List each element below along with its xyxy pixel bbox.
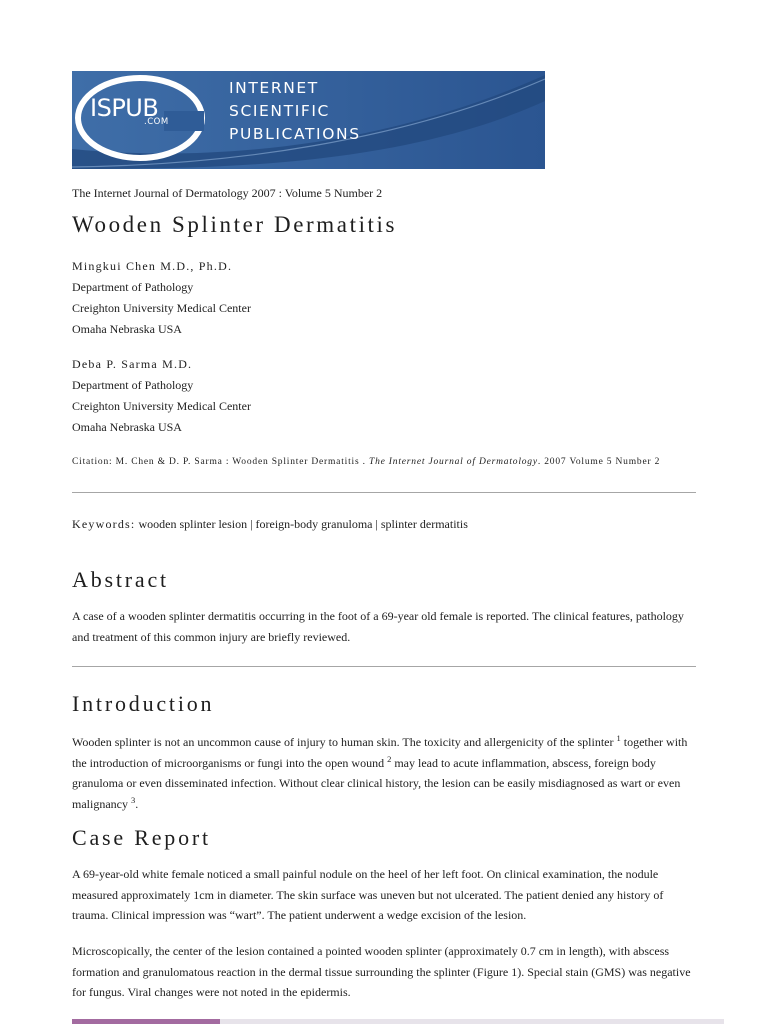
author-location: Omaha Nebraska USA — [72, 420, 182, 434]
divider — [72, 666, 696, 667]
citation — [72, 457, 660, 467]
citation-journal: The Internet Journal of Dermatology — [368, 457, 538, 467]
introduction-heading: Introduction — [72, 691, 215, 716]
author-institution: Creighton University Medical Center — [72, 301, 251, 315]
keywords — [72, 517, 468, 532]
reference-3[interactable]: 3 — [130, 794, 136, 805]
logo-suffix: .COM — [144, 117, 169, 127]
citation-suffix: . 2007 Volume 5 Number 2 — [537, 457, 661, 467]
intro-text-4: . — [135, 796, 139, 811]
figure-1-accent — [72, 1019, 220, 1024]
author-block-1 — [72, 256, 251, 340]
abstract-text: A case of a wooden splinter dermatitis occurring in the foot of a 69-year old female is reported. The clinical features, pathology and treatment of this common injury are briefly reviewed. — [72, 609, 684, 644]
article-title: Wooden Splinter Dermatitis — [72, 212, 398, 237]
banner-line-2: SCIENTIFIC — [229, 102, 330, 120]
banner-line-1: INTERNET — [229, 79, 319, 97]
intro-text-3: may lead to acute inflammation, abscess, foreign body granuloma or even disseminated infection. Without clear clinical history, the lesion can be easily misdiagnosed as wart or even malignancy — [72, 755, 681, 811]
author-block-2 — [72, 354, 251, 438]
citation-prefix: Citation: M. Chen & D. P. Sarma : Wooden Splinter Dermatitis . — [72, 457, 369, 467]
reference-2[interactable]: 2 — [387, 753, 392, 764]
author-name: Mingkui Chen M.D., Ph.D. — [72, 259, 233, 273]
introduction-text — [72, 732, 696, 814]
case-report-heading: Case Report — [72, 825, 211, 850]
logo-wordmark: ISPUB — [90, 94, 159, 122]
author-institution: Creighton University Medical Center — [72, 399, 251, 413]
author-department: Department of Pathology — [72, 378, 194, 392]
keywords-text: wooden splinter lesion | foreign-body granuloma | splinter dermatitis — [135, 517, 468, 531]
author-location: Omaha Nebraska USA — [72, 322, 182, 336]
keywords-label: Keywords: — [72, 517, 136, 531]
abstract-heading: Abstract — [72, 567, 169, 592]
intro-text-2: together with the introduction of microorganisms or fungi into the open wound — [72, 735, 688, 770]
case-report-para-2: Microscopically, the center of the lesion contained a pointed wooden splinter (approximately 0.7 cm in length), with abscess formation and granulomatous reaction in the dermal tissue surrounding the splinter (Figure 1). Special stain (GMS) was negative for fungus. Viral changes were not noted in the epidermis. — [72, 944, 691, 999]
ispub-banner[interactable] — [72, 71, 545, 169]
figure-1-top-edge — [72, 1019, 724, 1024]
intro-text-1: Wooden splinter is not an uncommon cause of injury to human skin. The toxicity and allergenicity of the splinter — [72, 735, 617, 749]
case-report-para-1: A 69-year-old white female noticed a small painful nodule on the heel of her left foot. On clinical examination, the nodule measured approximately 1cm in diameter. The skin surface was uneven but not ulcerated. The patient denied any history of trauma. Clinical impression was “wart”. The patient underwent a wedge excision of the lesion. — [72, 867, 664, 922]
banner-line-3: PUBLICATIONS — [229, 125, 361, 143]
divider — [72, 492, 696, 493]
banner-tagline — [229, 77, 361, 146]
journal-line: The Internet Journal of Dermatology 2007 : Volume 5 Number 2 — [72, 186, 383, 200]
author-name: Deba P. Sarma M.D. — [72, 357, 193, 371]
reference-1[interactable]: 1 — [616, 733, 621, 743]
author-department: Department of Pathology — [72, 280, 194, 294]
